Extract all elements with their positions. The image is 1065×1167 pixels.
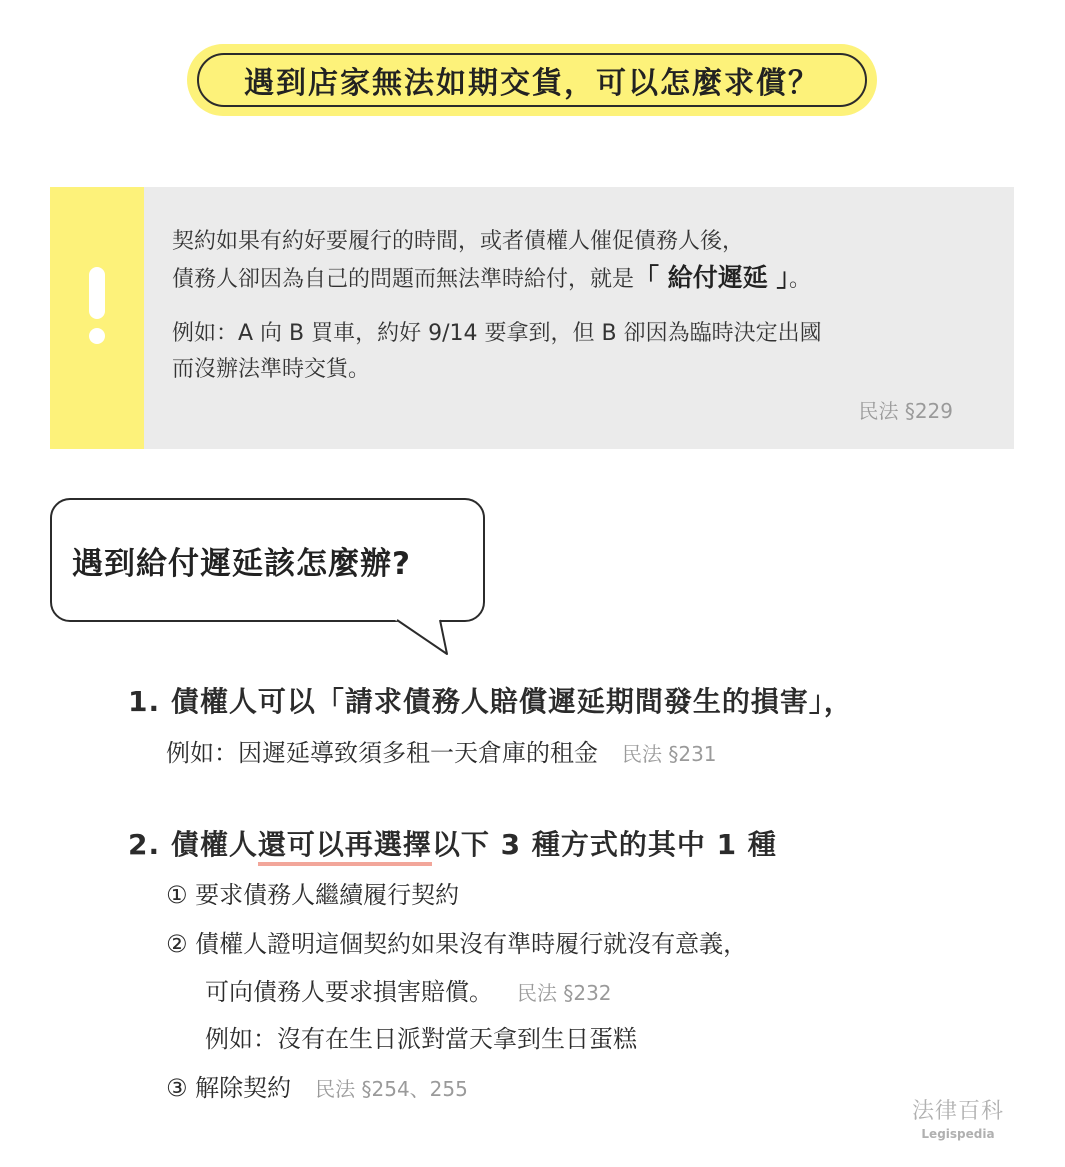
note-example-line-1: 例如：A 向 B 買車，約好 9/14 要拿到，但 B 卻因為臨時決定出國 [172,321,822,346]
brand-logo [900,1094,1016,1141]
exclamation-icon [89,267,105,319]
note-line-1: 契約如果有約好要履行的時間，或者債權人催促債務人後， [172,229,745,254]
option-2-line-1: ② 債權人證明這個契約如果沒有準時履行就沒有意義， [166,930,748,958]
option-2-citation: 民法 §232 [517,981,612,1005]
item-1-example-text: 例如：因遲延導致須多租一天倉庫的租金 [166,739,598,767]
note-example-line-2: 而沒辦法準時交貨。 [172,357,371,382]
item-1-example [166,733,717,768]
exclamation-icon-dot [89,328,105,344]
note-line-2 [172,258,811,294]
note-keyword: 「 給付遲延 」 [634,263,789,292]
option-3 [166,1068,468,1103]
speech-bubble-tail [395,618,455,658]
option-1: ① 要求債務人繼續履行契約 [166,881,460,909]
option-2-line-2 [205,972,612,1007]
note-line-2-post: 。 [788,267,811,292]
item-2-highlight: 還可以再選擇 [258,828,432,866]
option-2-text: 可向債務人要求損害賠償。 [205,978,493,1006]
option-3-citation: 民法 §254、255 [315,1077,468,1101]
item-2-heading-pre: 2. 債權人 [128,828,258,861]
item-1-citation: 民法 §231 [622,742,717,766]
brand-name-en: Legispedia [921,1127,995,1141]
item-2-heading-post: 以下 3 種方式的其中 1 種 [431,828,777,861]
item-2-heading [128,823,777,863]
note-citation: 民法 §229 [858,399,953,423]
note-line-2-pre: 債務人卻因為自己的問題而無法準時給付，就是 [172,267,635,292]
bubble-question: 遇到給付遲延該怎麼辦? [72,546,411,582]
option-2-example: 例如：沒有在生日派對當天拿到生日蛋糕 [205,1025,637,1053]
page-title: 遇到店家無法如期交貨，可以怎麼求償？ [197,53,867,107]
option-3-text: ③ 解除契約 [166,1074,292,1102]
item-1-heading: 1. 債權人可以「請求債務人賠償遲延期間發生的損害」， [128,685,853,718]
brand-name-zh: 法律百科 [911,1099,1004,1124]
